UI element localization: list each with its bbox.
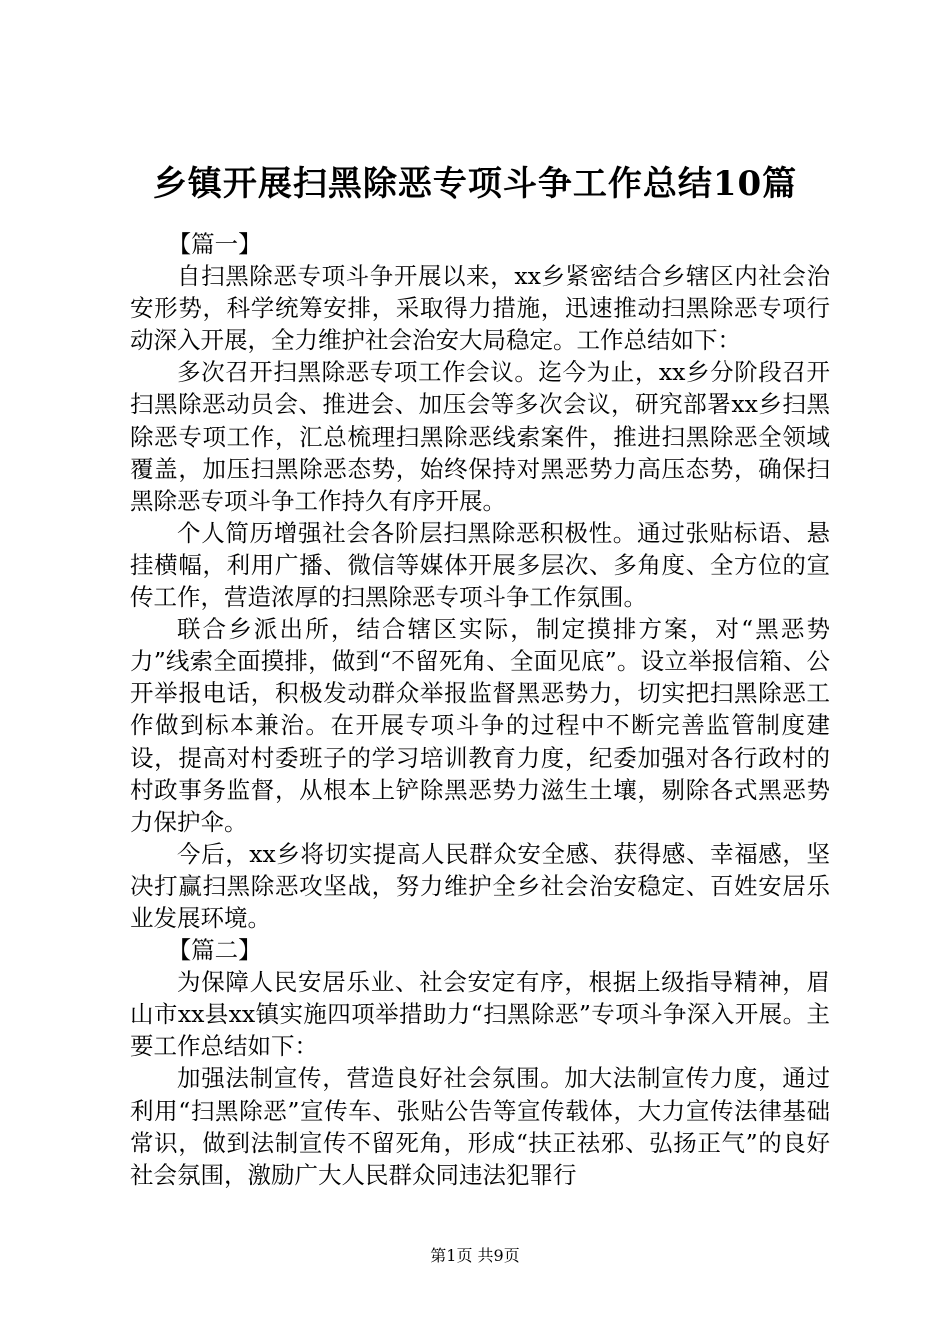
paragraph: 联合乡派出所，结合辖区实际，制定摸排方案，对“黑恶势力”线索全面摸排，做到“不留死角、全面见底”。设立举报信箱、公开举报电话，积极发动群众举报监督黑恶势力，切实把扫黑除恶工作做到标本兼治。在开展专项斗争的过程中不断完善监管制度建设，提高对村委班子的学习培训教育力度，纪委加强对各行政村的村政事务监督，从根本上铲除黑恶势力滋生土壤，剔除各式黑恶势力保护伞。 <box>130 615 830 836</box>
section-heading: 【篇二】 <box>167 936 262 965</box>
paragraph: 自扫黑除恶专项斗争开展以来，xx乡紧密结合乡辖区内社会治安形势，科学统筹安排，采取得力措施，迅速推动扫黑除恶专项行动深入开展，全力维护社会治安大局稳定。工作总结如下： <box>130 262 830 355</box>
paragraph: 加强法制宣传，营造良好社会氛围。加大法制宣传力度，通过利用“扫黑除恶”宣传车、张贴公告等宣传载体，大力宣传法律基础常识，做到法制宣传不留死角，形成“扶正祛邪、弘扬正气”的良好社会氛围，激励广大人民群众同违法犯罪行 <box>130 1064 830 1189</box>
document-body <box>130 228 830 1191</box>
section-1 <box>130 228 830 934</box>
paragraph: 个人简历增强社会各阶层扫黑除恶积极性。通过张贴标语、悬挂横幅，利用广播、微信等媒体开展多层次、多角度、全方位的宣传工作，营造浓厚的扫黑除恶专项斗争工作氛围。 <box>130 518 830 612</box>
section-2 <box>130 934 830 1191</box>
document-title: 乡镇开展扫黑除恶专项斗争工作总结10篇 <box>152 164 798 204</box>
page-number-footer: 第1页 共9页 <box>430 1246 520 1265</box>
paragraph: 今后，xx乡将切实提高人民群众安全感、获得感、幸福感，坚决打赢扫黑除恶攻坚战，努力维护全乡社会治安稳定、百姓安居乐业发展环境。 <box>130 839 830 932</box>
section-heading: 【篇一】 <box>167 230 262 258</box>
paragraph: 为保障人民安居乐业、社会安定有序，根据上级指导精神，眉山市xx县xx镇实施四项举措助力“扫黑除恶”专项斗争深入开展。主要工作总结如下： <box>130 968 830 1061</box>
paragraph: 多次召开扫黑除恶专项工作会议。迄今为止，xx乡分阶段召开扫黑除恶动员会、推进会、加压会等多次会议，研究部署xx乡扫黑除恶专项工作，汇总梳理扫黑除恶线索案件，推进扫黑除恶全领域覆盖，加压扫黑除恶态势，始终保持对黑恶势力高压态势，确保扫黑除恶专项斗争工作持久有序开展。 <box>130 358 830 515</box>
